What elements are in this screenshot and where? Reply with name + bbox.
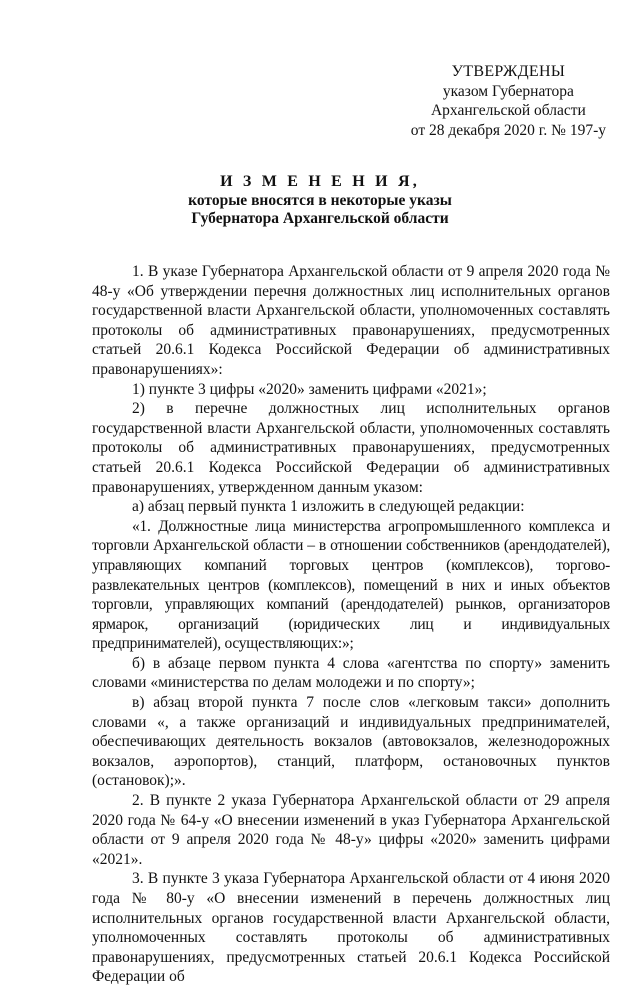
- paragraph-1: 1. В указе Губернатора Архангельской области от 9 апреля 2020 года № 48-у «Об утверждении перечня должностных лиц исполнительных органов государственной власти Архангельской области, уполномоченных составлять протоколы об административных правонарушениях, предусмотренных статьей 20.6.1 Кодекса Российской Федерации об административных правонарушениях»:: [92, 263, 610, 378]
- paragraph-1-item-2: 2) в перечне должностных лиц исполнительных органов государственной власти Архангельской области, уполномоченных составлять протоколы об административных правонарушениях, предусмотренных статьей 20.6.1 Кодекса Российской Федерации об административных правонарушениях, утвержденном данным указом:: [92, 400, 610, 496]
- heading-line-2: Губернатора Архангельской области: [191, 210, 449, 227]
- document-heading: [0, 173, 640, 229]
- approval-line-2: Архангельской области: [430, 102, 586, 119]
- paragraph-3: 3. В пункте 3 указа Губернатора Архангельской области от 4 июня 2020 года № 80-у «О внесении изменений в перечень должностных лиц исполнительных органов государственной власти Архангельской области, уполномоченных составлять протоколы об административных правонарушениях, предусмотренных статьей 20.6.1 Кодекса Российской Федерации об: [92, 870, 610, 986]
- heading-line-1: которые вносятся в некоторые указы: [188, 191, 452, 209]
- heading-title: И З М Е Н Е Н И Я,: [220, 173, 420, 190]
- approval-line-1: указом Губернатора: [442, 82, 574, 100]
- paragraph-1-item-1: 1) пункте 3 цифры «2020» заменить цифрами «2021»;: [132, 380, 487, 398]
- approval-line-3: от 28 декабря 2020 г. № 197-у: [410, 121, 606, 139]
- paragraph-1-quote: «1. Должностные лица министерства агропромышленного комплекса и торговли Архангельской области – в отношении собственников (арендодателей), управляющих компаний торговых центров (комплексов), торгово-развлекательных центров (комплексов), помещений в них и иных объектов торговли, управляющих компаний (арендодателей) рынков, организаторов ярмарок, организаций (юридических лиц и индивидуальных предпринимателей), осуществляющих:»;: [92, 517, 610, 653]
- paragraph-1-subitem-b: б) в абзаце первом пункта 4 слова «агентства по спорту» заменить словами «министерства по делам молодежи и по спорту»;: [92, 654, 610, 692]
- paragraph-2: 2. В пункте 2 указа Губернатора Архангельской области от 29 апреля 2020 года № 64-у «О внесении изменений в указ Губернатора Архангельской области от 9 апреля 2020 года № 48-у» цифры «2020» заменить цифрами «2021».: [92, 792, 610, 868]
- paragraph-1-subitem-a: а) абзац первый пункта 1 изложить в следующей редакции:: [132, 498, 525, 516]
- approval-stamp: [411, 62, 606, 140]
- document-body: [92, 262, 610, 987]
- approval-title: УТВЕРЖДЕНЫ: [451, 63, 566, 80]
- paragraph-1-subitem-c: в) абзац второй пункта 7 после слов «легковым такси» дополнить словами «, а также организаций и индивидуальных предпринимателей, обеспечивающих деятельность вокзалов (автовокзалов, железнодорожных вокзалов, аэропортов), станций, платформ, остановочных пунктов (остановок);».: [92, 694, 610, 790]
